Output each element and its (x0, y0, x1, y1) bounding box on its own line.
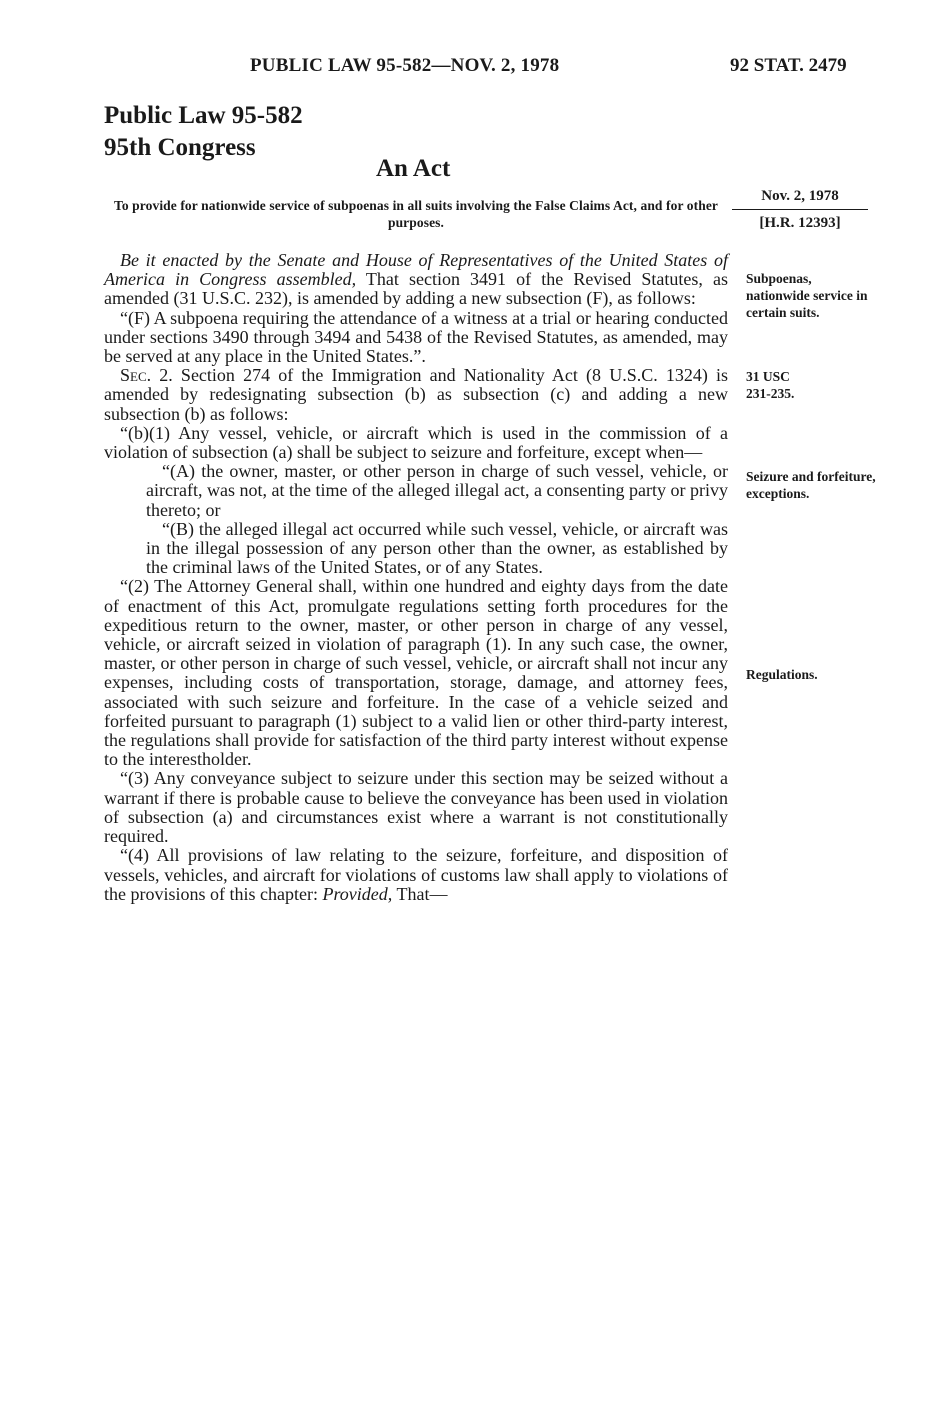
paragraph-4 (104, 846, 728, 904)
paragraph-a: “(A) the owner, master, or other person in charge of such vessel, vehicle, or aircraft, was not, at the time of the alleged illegal act, a consenting party or privy thereto; or (146, 461, 728, 520)
paragraph-enacting (104, 251, 728, 309)
margin-note-usc-line2: 231-235. (746, 386, 795, 401)
enacting-clause: Be it enacted by the Senate and House of Representatives of the United States of America in Congress assembled, (104, 250, 728, 290)
body-text (104, 251, 728, 904)
paragraph-3: “(3) Any conveyance subject to seizure under this section may be seized without a warrant if there is probable cause to believe the conveyance has been used in violation of subsection (a) and circumstances exist where a warrant is not constitutionally required. (104, 768, 728, 847)
provided-word: Provided, (322, 883, 393, 904)
purpose-statement: To provide for nationwide service of subpoenas in all suits involving the False Claims Act, and for other purposes. (113, 198, 719, 230)
enactment-date: Nov. 2, 1978 (732, 188, 868, 210)
section-label: Sec. 2. (120, 365, 173, 386)
paragraph-sec2 (104, 366, 728, 424)
paragraph-2: “(2) The Attorney General shall, within one hundred and eighty days from the date of enactment of this Act, promulgate regulations setting forth procedures for the expeditious return to the owner, master, or other person in charge of any vessel, vehicle, or aircraft seized in violation of paragraph (1). In any such case, the owner, master, or other person in charge of such vessel, vehicle, or aircraft shall not incur any expenses, including costs of transportation, storage, damage, and attorney fees, associated with such seizure and forfeiture. In the case of a vehicle seized and forfeited pursuant to paragraph (1) subject to a valid lien or other third-party interest, the regulations shall provide for satisfaction of the third party interest without expense to the interestholder. (104, 576, 728, 770)
paragraph-b1: “(b)(1) Any vessel, vehicle, or aircraft which is used in the commission of a violation of subsection (a) shall be subject to seizure and forfeiture, except when— (104, 422, 728, 463)
congress: 95th Congress (104, 134, 256, 161)
stat-citation: 92 STAT. 2479 (730, 55, 847, 76)
paragraph-sec2-rest: Section 274 of the Immigration and Nationality Act (8 U.S.C. 1324) is amended by redesignating subsection (b) as subsection (c) and adding a new subsection (b) as follows: (104, 365, 729, 424)
act-heading: An Act (376, 155, 451, 182)
margin-note-usc-line1: 31 USC (746, 369, 790, 384)
running-title: PUBLIC LAW 95-582—NOV. 2, 1978 (250, 55, 560, 76)
paragraph-b: “(B) the alleged illegal act occurred while such vessel, vehicle, or aircraft was in the illegal possession of any person other than the owner, as established by the criminal laws of the United States, or of any States. (146, 518, 728, 578)
paragraph-4-start: “(4) All provisions of law relating to the seizure, forfeiture, and disposition of vessels, vehicles, and aircraft for violations of customs law shall apply to violations of the provisions of this chapter: (104, 845, 728, 904)
margin-note-seizure: Seizure and forfeiture, exceptions. (746, 469, 876, 501)
paragraph-enacting-rest: That section 3491 of the Revised Statutes, as amended (31 U.S.C. 232), is amended by adding a new subsection (F), as follows: (104, 269, 728, 309)
margin-note-subpoenas: Subpoenas, nationwide service in certain suits. (746, 271, 868, 320)
margin-note-regulations: Regulations. (746, 667, 818, 682)
law-title-block (104, 100, 303, 164)
bill-number: [H.R. 12393] (759, 215, 841, 231)
paragraph-subsection-f: “(F) A subpoena requiring the attendance of a witness at a trial or hearing conducted under sections 3490 through 3494 and 5438 of the Revised Statutes, as amended, may be served at any place in the United States.”. (104, 307, 728, 367)
paragraph-4-end: That— (392, 883, 448, 904)
margin-note-usc (746, 368, 876, 402)
date-box (732, 188, 868, 232)
law-number: Public Law 95-582 (104, 102, 303, 129)
